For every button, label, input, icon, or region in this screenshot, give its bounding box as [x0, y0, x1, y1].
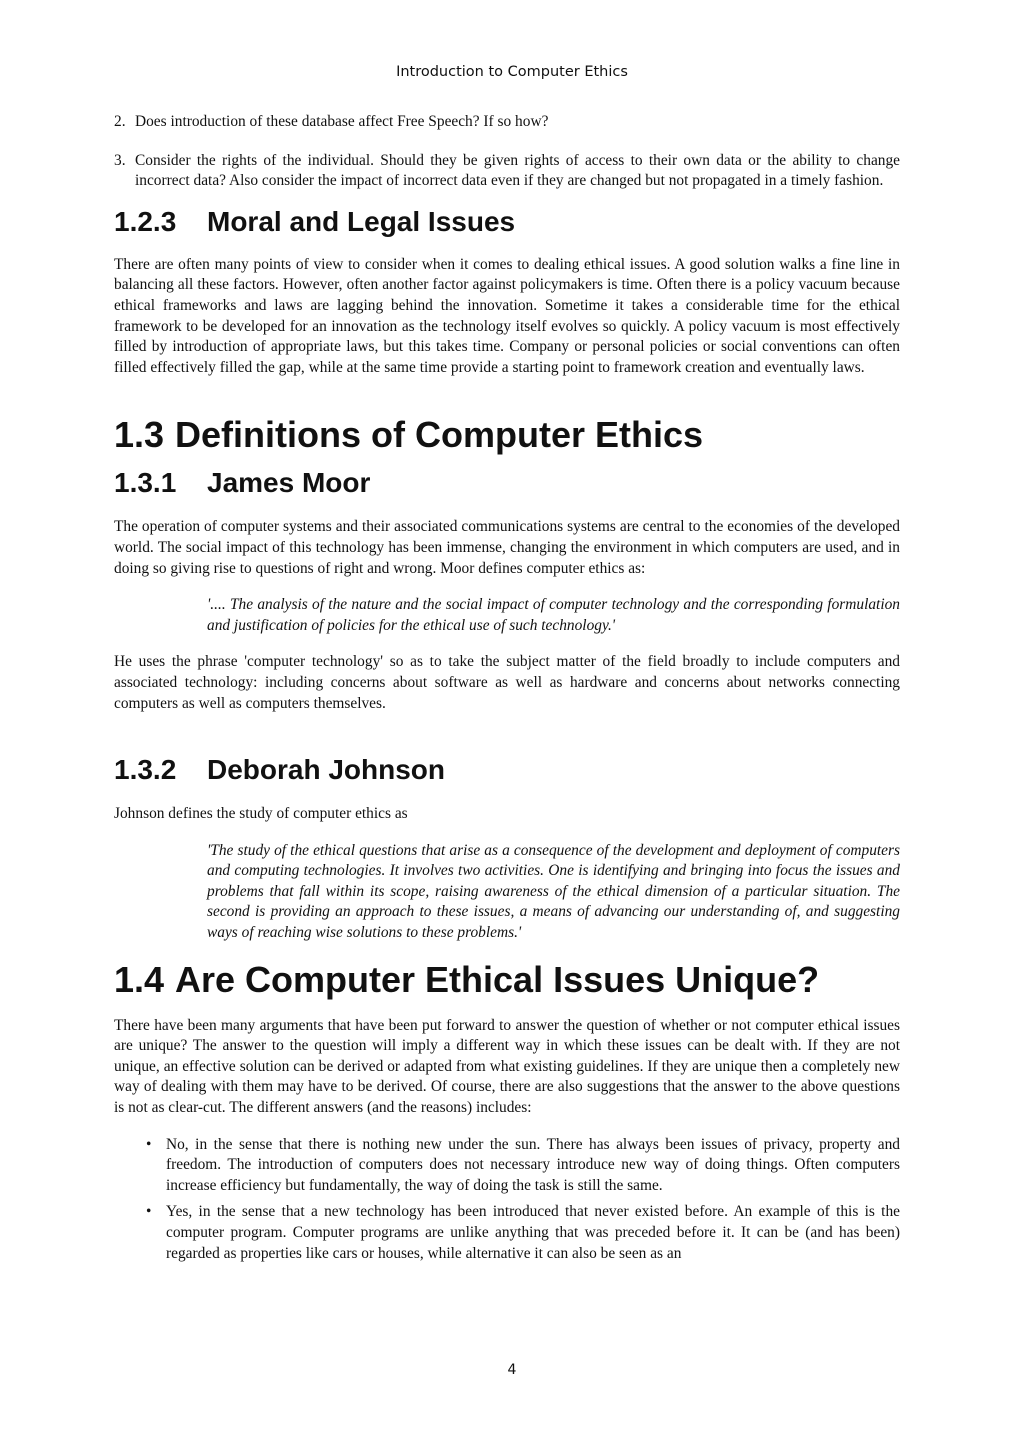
paragraph-unique: There have been many arguments that have been put forward to answer the question of whether or not computer ethical issues are unique? The answer to the question will imply a different way in which these issues can be dealt with. If they are not unique, an effective solution can be derived or adapted from what existing guidelines. If they are unique then a completely new way of dealing with them may have to be derived. Of course, there are also suggestions that the answer to the above questions is not as clear-cut. The different answers (and the reasons) includes: — [114, 1016, 900, 1117]
heading-number: 1.3.2 — [114, 754, 177, 786]
heading-number: 1.2.3 — [114, 205, 177, 237]
list-item-text: Yes, in the sense that a new technology has been introduced that never existed before. An example of this is the computer program. Computer programs are unlike anything that was preceded before it. It can be (and has been) regarded as properties like cars or houses, while alternative it can also be seen as an — [166, 1203, 900, 1262]
bullet-icon: • — [146, 1203, 152, 1221]
heading-number: 1.4 — [114, 958, 165, 1000]
question-number: 2. — [114, 113, 126, 130]
page-content — [114, 112, 900, 1270]
list-item — [114, 1135, 900, 1197]
question-item — [114, 112, 900, 133]
page-number: 4 — [507, 1362, 517, 1378]
heading-title: Deborah Johnson — [207, 754, 446, 786]
question-item — [114, 151, 900, 192]
paragraph-moral-legal: There are often many points of view to consider when it comes to dealing ethical issues. A good solution walks a fine line in balancing all these factors. However, often another factor against policymakers is time. Often there is a policy vacuum because ethical frameworks and laws are lagging behind the innovation. Sometime it takes a considerable time for the ethical framework to be developed for an innovation as the technology itself evolves so quickly. A policy vacuum is most effectively filled by introduction of appropriate laws, but this takes time. Company or personal policies or social conventions can often filled effectively filled the gap, while at the same time provide a starting point to framework creation and eventually laws. — [114, 255, 900, 376]
paragraph-moor-2: He uses the phrase 'computer technology' so as to take the subject matter of the field broadly to include computers and associated technology: including concerns about software as well as hardware and concerns about networks connecting computers as well as computers themselves. — [114, 653, 900, 712]
quote-moor: '.... The analysis of the nature and the social impact of computer technology and the corresponding formulation and justification of policies for the ethical use of such technology.' — [207, 596, 900, 634]
heading-1-4 — [114, 960, 900, 1000]
quote-johnson: 'The study of the ethical questions that arise as a consequence of the development and deployment of computers and computing technologies. It involves two activities. One is identifying and bringing into focus the issues and problems that fall within its scope, raising awareness of the ethical dimension of a particular situation. The second is providing an approach to these issues, a means of advancing our understanding of, and suggesting ways of reaching wise solutions to these problems.' — [207, 841, 900, 942]
bullet-icon: • — [146, 1135, 152, 1153]
paragraph-johnson: Johnson defines the study of computer ethics as — [114, 805, 408, 823]
heading-title: Moral and Legal Issues — [207, 205, 516, 237]
heading-1-3-1 — [114, 467, 900, 499]
heading-number: 1.3 — [114, 414, 165, 456]
question-text: Consider the rights of the individual. Should they be given rights of access to their own data or the ability to change incorrect data? Also consider the impact of incorrect data even if they are changed but not propagated in a timely fashion. — [135, 151, 900, 190]
heading-1-3 — [114, 415, 900, 455]
heading-title: James Moor — [207, 467, 371, 499]
heading-number: 1.3.1 — [114, 467, 177, 499]
heading-1-3-2 — [114, 754, 900, 786]
heading-title: Definitions of Computer Ethics — [175, 414, 704, 456]
heading-title: Are Computer Ethical Issues Unique? — [175, 958, 820, 1000]
list-item — [114, 1202, 900, 1264]
question-number: 3. — [114, 151, 126, 169]
paragraph-moor: The operation of computer systems and their associated communications systems are central to the economies of the developed world. The social impact of this technology has been immense, changing the environment in which computers are used, and in doing so giving rise to questions of right and wrong. Moor defines computer ethics as: — [114, 518, 900, 577]
bullet-list — [114, 1135, 900, 1265]
list-item-text: No, in the sense that there is nothing new under the sun. There has always been issues of privacy, property and freedom. The introduction of computers does not necessary introduce new way of doing things. Often computers increase efficiency but fundamentally, the way of doing the task is still the same. — [166, 1135, 900, 1194]
running-header: Introduction to Computer Ethics — [396, 64, 628, 80]
heading-1-2-3 — [114, 206, 900, 238]
question-text: Does introduction of these database affect Free Speech? If so how? — [135, 113, 549, 130]
